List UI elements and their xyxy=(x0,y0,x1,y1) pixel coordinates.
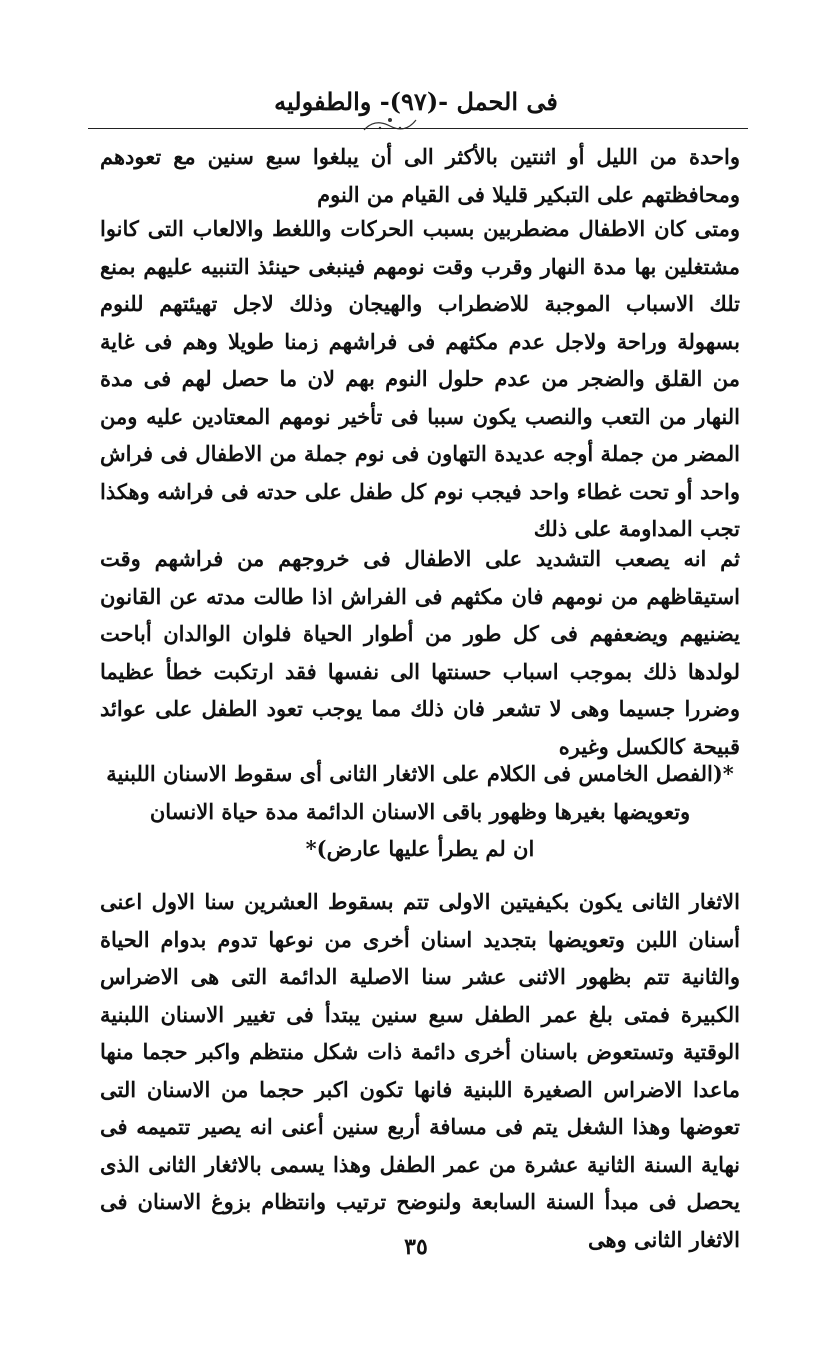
paragraph-1: واحدة من الليل أو اثنتين بالأكثر الى أن يبلغوا سبع سنين مع تعودهم ومحافظتهم على التبكير قليلا فى القيام من النوم xyxy=(100,144,740,207)
header-rule xyxy=(88,128,748,129)
paragraph-2: ومتى كان الاطفال مضطربين بسبب الحركات واللغط والالعاب التى كانوا مشتغلين بها مدة النهار وقرب وقت نومهم فينبغى حينئذ التنبيه عليهم بمنع تلك الاسباب الموجبة للاضطراب والهيجان وذلك لاجل تهيئتهم للنوم بسهولة وراحة ولاجل عدم مكثهم فى فراشهم زمنا طويلا وهم فى غاية من القلق والضجر من عدم حلول النوم بهم لان ما حصل لهم فى مدة النهار من التعب والنصب يكون سببا فى تأخير نومهم المعتادين عليه ومن المضر من جملة أوجه عديدة التهاون فى نوم جملة من الاطفال فى فراش واحد أو تحت غطاء واحد فيجب نوم كل طفل على حدته فى فراشه وهكذا تجب المداومة على ذلك xyxy=(100,216,740,541)
page-number: ٣٥ xyxy=(404,1234,428,1260)
paragraph-4: الاثغار الثانى يكون بكيفيتين الاولى تتم بسقوط العشرين سنا الاول اعنى أسنان اللبن وتعويضها بتجديد اسنان أخرى من نوعها تدوم بدوام الحياة والثانية تتم بظهور الاثنى عشر سنا الاصلية الدائمة التى هى الاضراس الكبيرة فمتى بلغ عمر الطفل سبع سنين يبتدأ فى تغيير الاسنان اللبنية الوقتية وتستعوض باسنان أخرى دائمة ذات شكل منتظم واكبر حجما منها ماعدا الاضراس الصغيرة اللبنية فانها تكون اكبر حجما من الاسنان التى تعوضها وهذا الشغل يتم فى مسافة أربع سنين أعنى انه يصير تتميمه فى نهاية السنة الثانية عشرة من عمر الطفل وهذا يسمى بالاثغار الثانى الذى يحصل فى مبدأ السنة السابعة ولنوضح ترتيب وانتظام بزوغ الاسنان فى الاثغار الثانى وهى xyxy=(100,889,740,1252)
header-ornament xyxy=(360,112,420,136)
chapter-heading-line-2: وتعويضها بغيرها وظهور باقى الاسنان الدائمة مدة حياة الانسان xyxy=(149,798,691,824)
chapter-heading-line-3: ان لم يطرأ عليها عارض)* xyxy=(305,836,535,861)
running-header: فى الحمل -(٩٧)- والطفوليه xyxy=(274,87,558,116)
paragraph-3: ثم انه يصعب التشديد على الاطفال فى خروجهم من فراشهم وقت استيقاظهم من نومهم فان مكثهم فى الفراش اذا طالت مدته عن القانون يضنيهم ويضعفهم فى كل طور من أطوار الحياة فلوان الوالدان أباحت لولدها ذلك بموجب اسباب حسنتها الى نفسها فقد ارتكبت خطأ عظيما وضررا جسيما وهى لا تشعر فان ذلك مما يوجب تعود الطفل على عوائد قبيحة كالكسل وغيره xyxy=(100,546,740,759)
chapter-heading xyxy=(100,755,740,868)
chapter-heading-line-1: *(الفصل الخامس فى الكلام على الاثغار الثانى أى سقوط الاسنان اللبنية xyxy=(106,761,734,786)
